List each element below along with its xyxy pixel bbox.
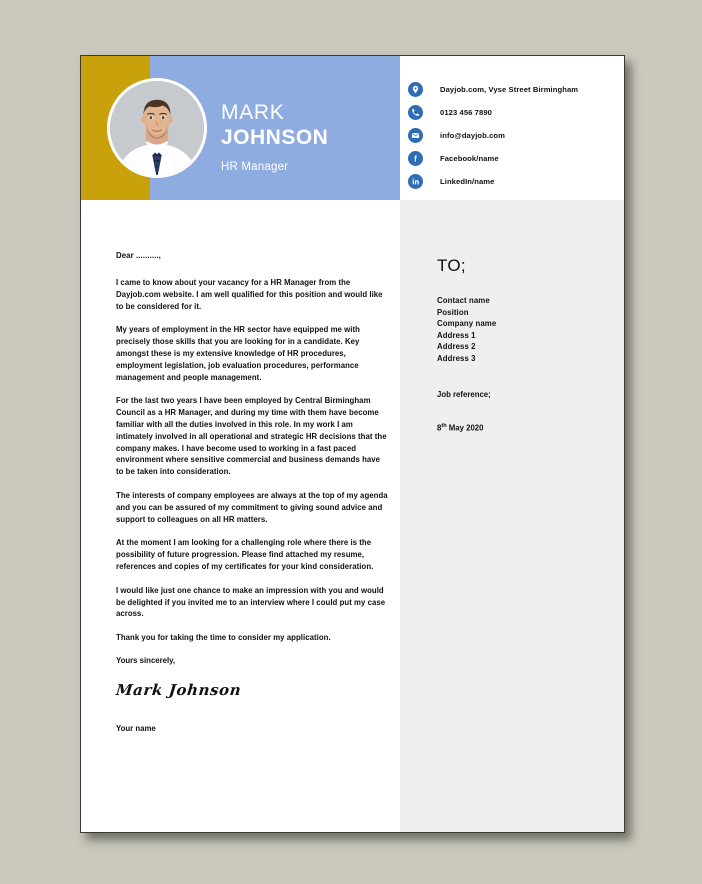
your-name-label: Your name <box>116 723 156 733</box>
last-name: JOHNSON <box>221 126 329 149</box>
to-heading: TO; <box>437 256 466 275</box>
paragraph-1: I came to know about your vacancy for a HR Manager from the Dayjob.com website. I am well qualified for this position and would like to be considered for it. <box>116 278 383 311</box>
paragraph-5: At the moment I am looking for a challenging role where there is the possibility of future progression. Please find attached my resume, references and copies of my certificates for your kind consideration. <box>116 538 374 571</box>
salutation: Dear .........., <box>116 251 161 260</box>
contact-email-text: info@dayjob.com <box>440 131 506 140</box>
header-banner <box>81 56 624 200</box>
signoff: Yours sincerely, <box>116 655 176 665</box>
job-title: HR Manager <box>221 161 289 173</box>
recipient-address-block <box>437 295 625 365</box>
recipient-address-1: Address 1 <box>437 330 476 340</box>
contact-row-linkedin <box>408 170 625 193</box>
recipient-contact-name: Contact name <box>437 296 490 305</box>
location-pin-icon <box>408 82 423 97</box>
date-day: 8 <box>437 423 442 433</box>
contact-row-email <box>408 124 625 147</box>
contact-address-text: Dayjob.com, Vyse Street Birmingham <box>440 85 579 94</box>
paragraph-7: Thank you for taking the time to consider my application. <box>116 633 331 643</box>
recipient-address-3: Address 3 <box>437 353 476 363</box>
contact-row-address <box>408 78 625 101</box>
letter-body <box>116 251 388 733</box>
contact-row-phone <box>408 101 625 124</box>
signature: Mark Johnson <box>115 680 243 699</box>
name-block <box>221 100 328 173</box>
recipient-position: Position <box>437 307 469 317</box>
contact-details <box>400 66 625 200</box>
facebook-icon <box>408 151 423 166</box>
envelope-icon <box>408 128 423 143</box>
paragraph-6: I would like just one chance to make an impression with you and would be delighted if you invited me to an interview where I could put my case across. <box>116 585 386 619</box>
paragraph-2: My years of employment in the HR sector have equipped me with precisely those skills that you are looking for in a candidate. Key amongst these is my extensive knowledge of HR procedures, employment legislation, job evaluation procedures, performance management and people management. <box>116 325 360 382</box>
blue-header-edge <box>386 56 400 200</box>
contact-linkedin-text: LinkedIn/name <box>440 177 495 186</box>
cover-letter-page <box>80 55 625 833</box>
avatar <box>107 78 207 178</box>
linkedin-icon <box>408 174 423 189</box>
date-ordinal-suffix: th <box>441 422 447 429</box>
date-month-year: May 2020 <box>446 423 484 433</box>
contact-row-facebook <box>408 147 625 170</box>
paragraph-3: For the last two years I have been employed by Central Birmingham Council as a HR Manager, and during my time with them have become familiar with all the duties involved in this role. In my work I am intimately involved in all operational and strategic HR decisions that the company makes. I have become used to working in a fast paced environment where sensitive commercial and business demands have to be taken into consideration. <box>116 396 387 477</box>
paragraph-4: The interests of company employees are always at the top of my agenda and you can be assured of my commitment to giving sound advice and support to colleagues on all HR matters. <box>116 490 388 524</box>
contact-phone-text: 0123 456 7890 <box>440 108 492 117</box>
first-name: MARK <box>221 101 285 124</box>
phone-icon <box>408 105 423 120</box>
recipient-panel <box>400 200 625 832</box>
recipient-company-name: Company name <box>437 319 497 329</box>
letter-date <box>437 423 625 433</box>
contact-facebook-text: Facebook/name <box>440 154 499 163</box>
portrait-photo <box>110 81 204 175</box>
recipient-address-2: Address 2 <box>437 342 476 352</box>
job-reference-label: Job reference; <box>437 389 491 399</box>
